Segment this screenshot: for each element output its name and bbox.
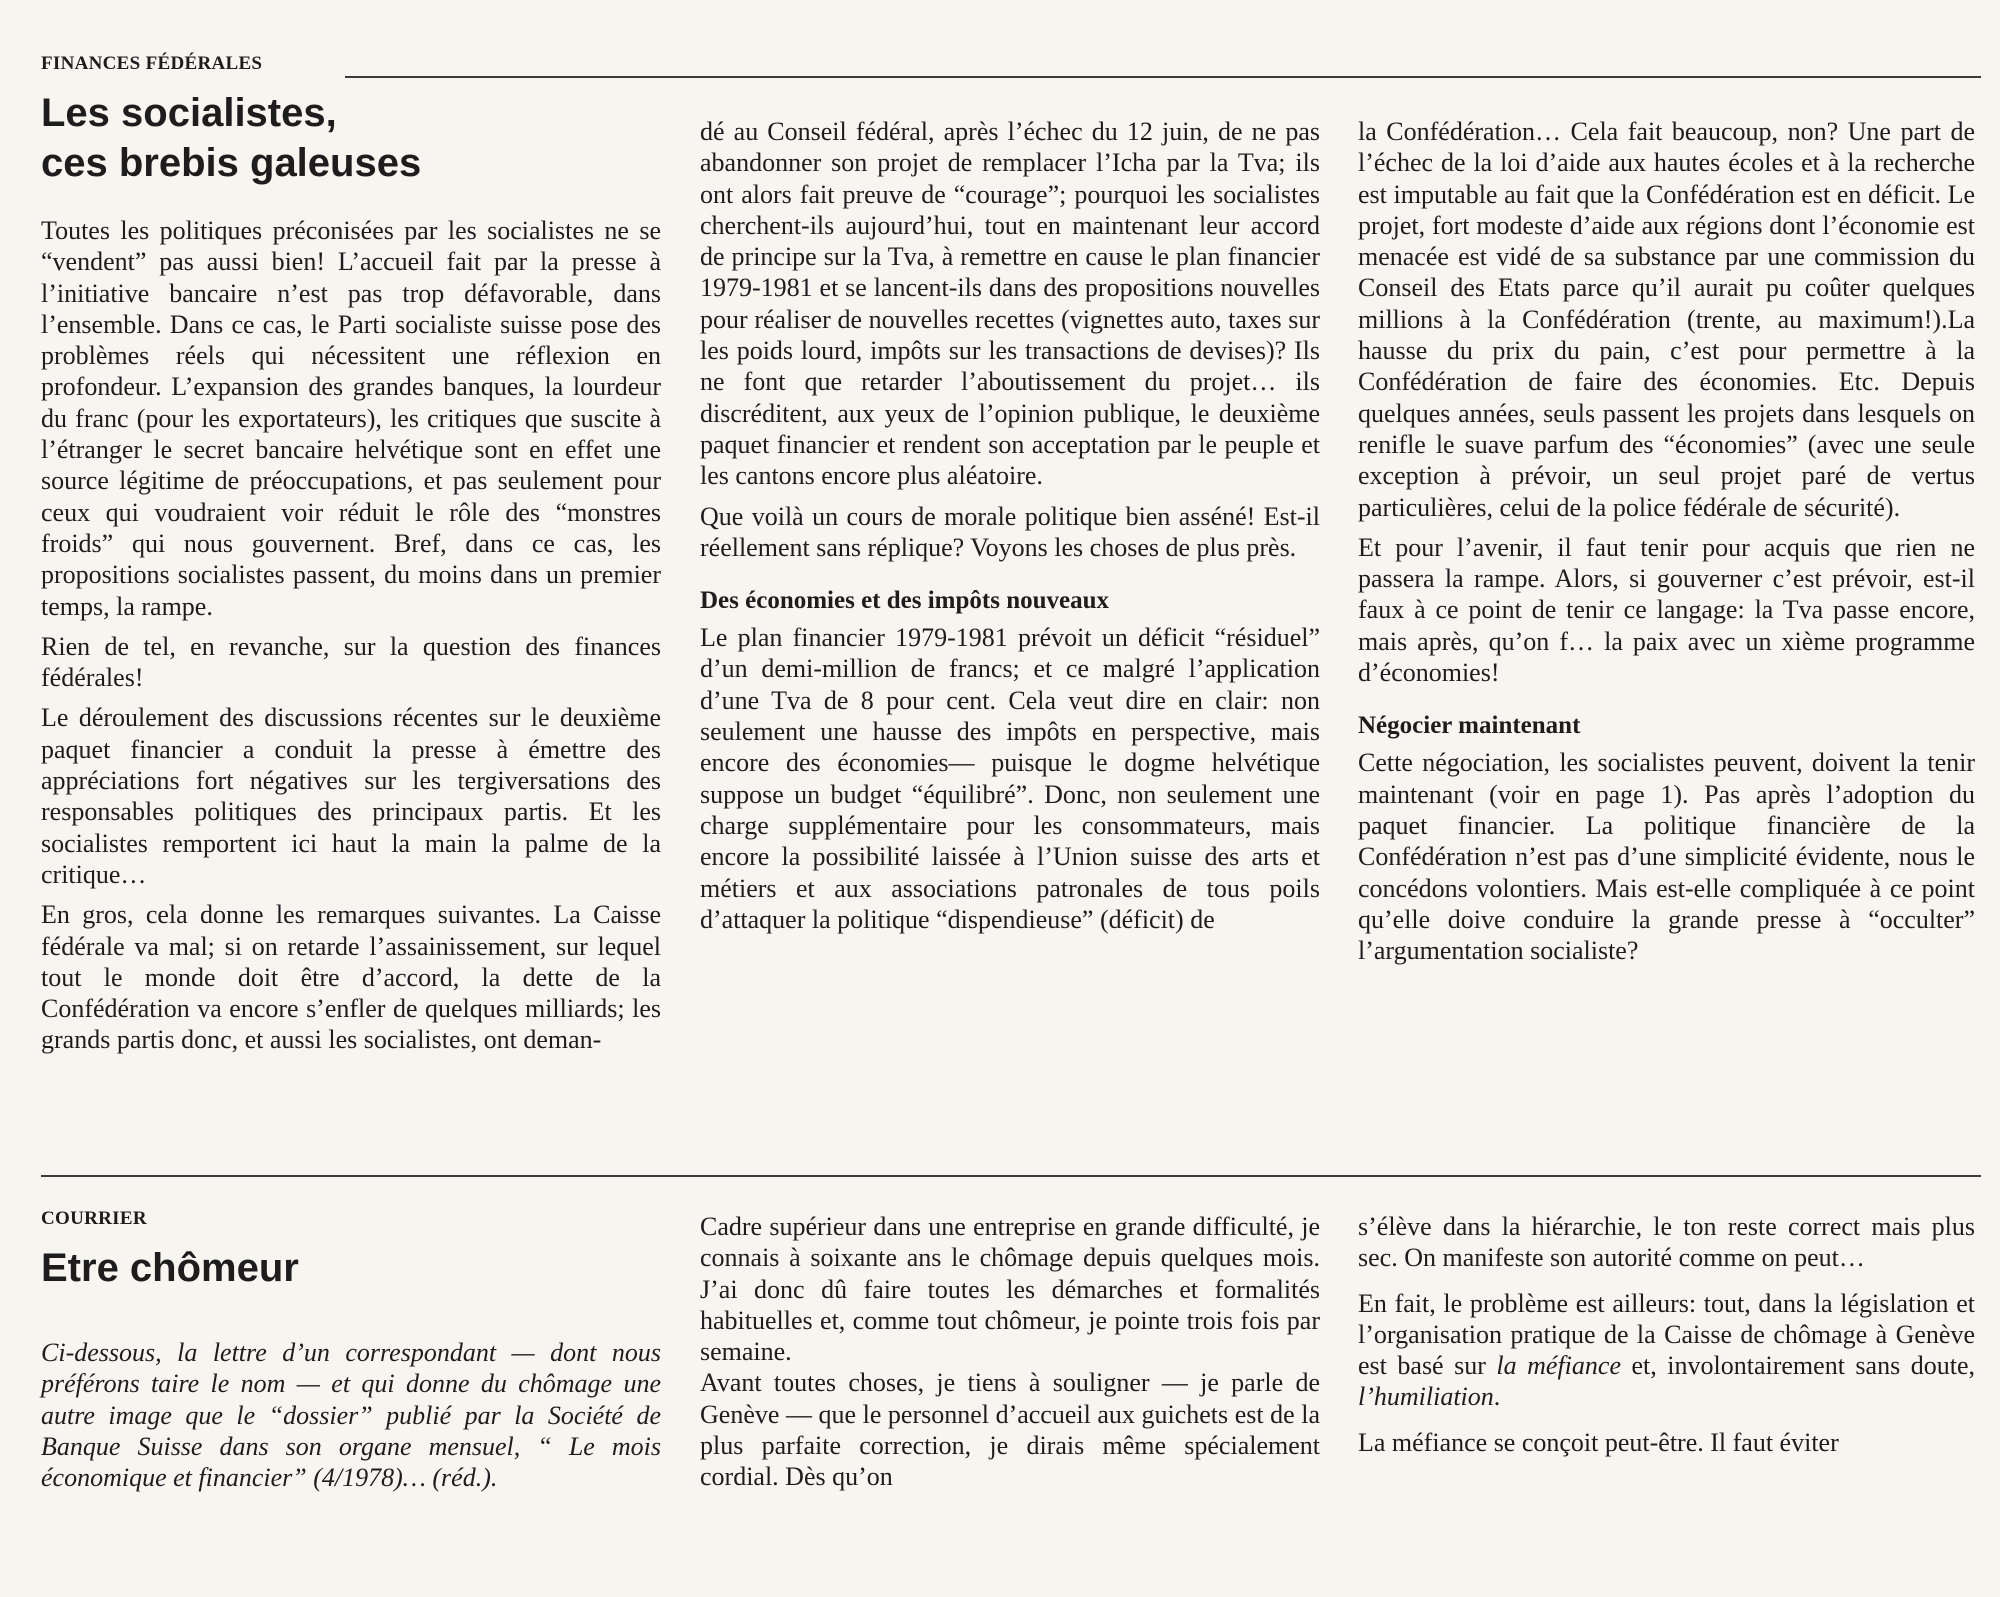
paragraph: dé au Conseil fédéral, après l’échec du 12 juin, de ne pas abandonner son projet de remplacer l’Icha par la Tva; ils ont alors fait preuve de “courage”; pourquoi les socialistes cherchent-ils aujourd’hui, tout en maintenant leur accord de principe sur la Tva, à remettre en cause le plan financier 1979-1981 et se lancent-ils dans des propositions nouvelles pour réaliser de nouvelles recettes (vignettes auto, taxes sur les poids lourd, impôts sur les transactions de devises)? Ils ne font que retarder l’aboutissement du projet… ils discréditent, aux yeux de l’opinion publique, le deuxième paquet financier et rendent son acceptation par le peuple et les cantons encore plus aléatoire. [700, 117, 1320, 491]
text-run: En fait, le problème est ailleurs: tout, dans la législation et l’organisation pratique de la Caisse de chômage à Genève est basé sur [1358, 1288, 1975, 1381]
paragraph: Cadre supérieur dans une entreprise en grande difficulté, je connais à soixante ans le chômage depuis quelques mois. J’ai donc dû faire toutes les démarches et formalités habituelles et, comme tout chômeur, je pointe trois fois par semaine. [700, 1212, 1320, 1367]
article-column-2 [700, 116, 1320, 935]
paragraph: La méfiance se conçoit peut-être. Il faut éviter [1358, 1427, 1839, 1457]
emphasis-humiliation: l’humiliation [1358, 1382, 1494, 1412]
paragraph: la Confédération… Cela fait beaucoup, non? Une part de l’échec de la loi d’aide aux hautes écoles et à la recherche est imputable au fait que la Confédération est en déficit. Le projet, fort modeste d’aide aux régions dont l’économie est menacée est vidé de sa substance par une commission du Conseil des Etats parce qu’il aurait pu coûter quelques millions à la Confédération (trente, au maximum!).La hausse du prix du pain, c’est pour permettre à la Confédération de faire des économies. Etc. Depuis quelques années, seuls passent les projets dans lesquels on renifle le suave parfum des “économies” (avec une seule exception à prévoir, un seul projet paré de vertus particulières, celui de la police fédérale de sécurité). [1358, 117, 1975, 522]
letter-title: Etre chômeur [41, 1246, 299, 1290]
paragraph: Et pour l’avenir, il faut tenir pour acquis que rien ne passera la rampe. Alors, si gouverner c’est prévoir, est-il faux à ce point de tenir ce langage: la Tva passe encore, mais après, qu’on f… la paix avec un xième programme d’économies! [1358, 532, 1975, 688]
paragraph [1358, 1288, 1975, 1413]
letter-column-3 [1358, 1211, 1975, 1458]
paragraph: Cette négociation, les socialistes peuvent, doivent la tenir maintenant (voir en page 1). Pas après l’adoption du paquet financier. La politique financière de la Confédération n’est pas d’une simplicité évidente, nous le concédons volontiers. Mais est-elle compliquée à ce point qu’elle doive conduire la grande presse à “occulter” l’argumentation socialiste? [1358, 748, 1975, 966]
paragraph: En gros, cela donne les remarques suivantes. La Caisse fédérale va mal; si on retarde l’assainissement, sur lequel tout le monde doit être d’accord, la dette de la Confédération va encore s’enfler de quelques milliards; les grands partis donc, et aussi les socialistes, ont deman- [41, 900, 661, 1055]
article-column-1 [41, 215, 661, 1056]
text-run: . [1493, 1382, 1501, 1412]
section-rule-top [345, 76, 1981, 78]
article-title-line-2: ces brebis galeuses [41, 141, 422, 185]
paragraph: Le plan financier 1979-1981 prévoit un déficit “résiduel” d’un demi-million de francs; et ce malgré l’application d’une Tva de 8 pour cent. Cela veut dire en clair: non seulement une hausse des impôts en perspective, mais encore des économies— puisque le dogme helvétique suppose un budget “équilibré”. Donc, non seulement une charge supplémentaire pour les consommateurs, mais encore la possibilité laissée à l’Union suisse des arts et métiers et aux associations patronales de tous poils d’attaquer la politique “dispendieuse” (déficit) de [700, 623, 1320, 934]
paragraph: Ci-dessous, la lettre d’un correspondant — dont nous préférons taire le nom — et qui donne du chômage une autre image que le “dossier” publié par la Société de Banque Suisse dans son organe mensuel, “ Le mois économique et financier” (4/1978)… (réd.). [41, 1338, 661, 1493]
section-divider [41, 1175, 1981, 1177]
article-column-3 [1358, 116, 1975, 966]
article-title-line-1: Les socialistes, [41, 91, 337, 135]
paragraph: Toutes les politiques préconisées par les socialistes ne se “vendent” pas aussi bien! L’accueil fait par la presse à l’initiative bancaire n’est pas trop défavorable, dans l’ensemble. Dans ce cas, le Parti socialiste suisse pose des problèmes réels qui nécessitent une réflexion en profondeur. L’expansion des grandes banques, la lourdeur du franc (pour les exportateurs), les critiques que suscite à l’étranger le secret bancaire helvétique sont en effet une source légitime de préoccupations, et pas seulement pour ceux qui voudraient voir réduit le rôle des “monstres froids” qui nous gouvernent. Bref, dans ce cas, les propositions socialistes passent, du moins dans un premier temps, la rampe. [41, 216, 661, 621]
paragraph: Rien de tel, en revanche, sur la question des finances fédérales! [41, 631, 661, 693]
paragraph: Le déroulement des discussions récentes sur le deuxième paquet financier a conduit la presse à émettre des appréciations fort négatives sur les tergiversations des responsables politiques des principaux partis. Et les socialistes remportent ici haut la main la palme de la critique… [41, 703, 661, 889]
paragraph: Avant toutes choses, je tiens à souligner — je parle de Genève — que le personnel d’accueil aux guichets est de la plus parfaite correction, je dirais même spécialement cordial. Dès qu’on [700, 1368, 1320, 1492]
section-rubric-finances: FINANCES FÉDÉRALES [41, 53, 263, 74]
paragraph: s’élève dans la hiérarchie, le ton reste correct mais plus sec. On manifeste son autorité comme on peut… [1358, 1212, 1975, 1273]
section-rubric-courrier: COURRIER [41, 1208, 147, 1229]
emphasis-mefiance: la méfiance [1496, 1351, 1621, 1381]
letter-column-2 [700, 1211, 1320, 1493]
subheading-negocier: Négocier maintenant [1358, 712, 1581, 740]
letter-intro [41, 1337, 661, 1493]
article-title [41, 88, 421, 188]
text-run: et, involontairement sans doute, [1621, 1351, 1975, 1381]
paragraph: Que voilà un cours de morale politique bien asséné! Est-il réellement sans réplique? Voyons les choses de plus près. [700, 501, 1320, 562]
subheading-economies: Des économies et des impôts nouveaux [700, 587, 1110, 615]
